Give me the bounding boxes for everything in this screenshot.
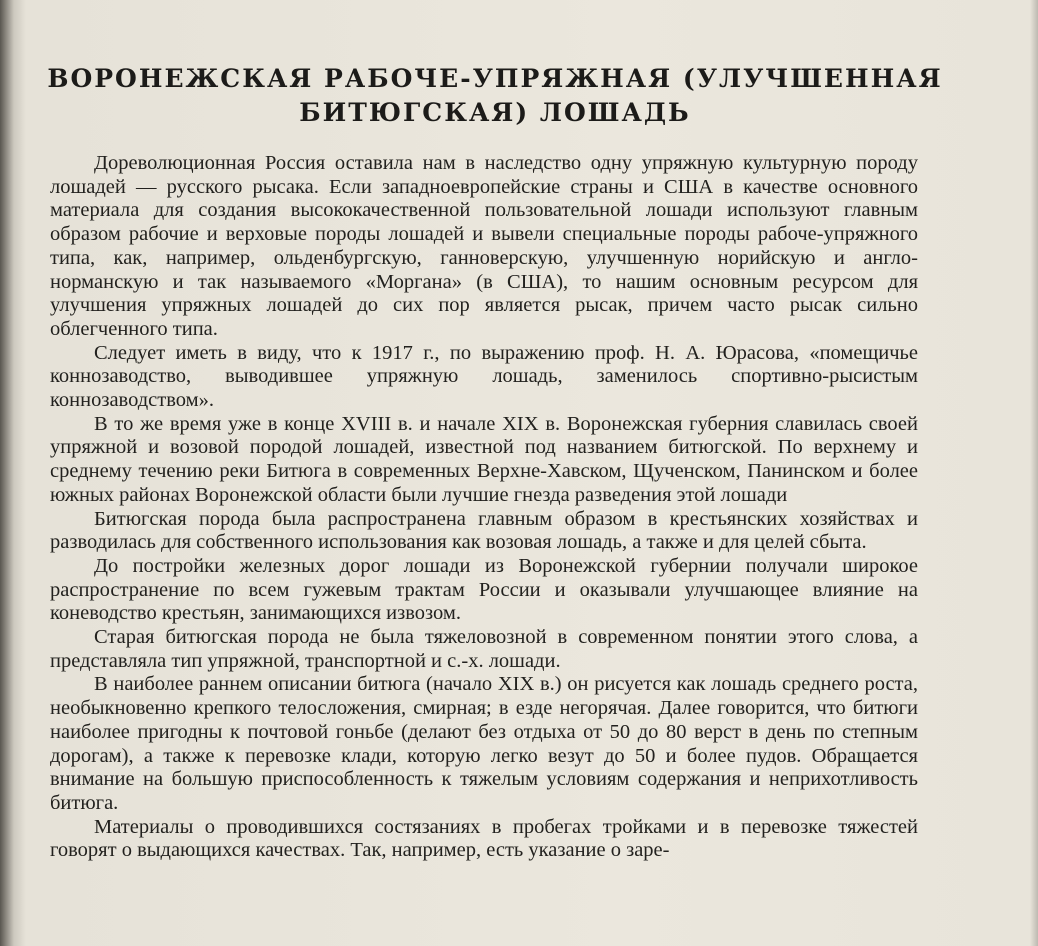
paragraph-5: До постройки железных дорог лошади из Воронежской губернии получали широкое распространение по всем гужевым трактам России и оказывали улучшающее влияние на коневодство крестьян, занимающихся извозом. — [50, 554, 918, 625]
paragraph-4: Битюгская порода была распространена главным образом в крестьянских хозяйствах и разводилась для собственного использования как возовая лошадь, а также и для целей сбыта. — [50, 507, 918, 554]
paragraph-8: Материалы о проводившихся состязаниях в пробегах тройками и в перевозке тяжестей говорят о выдающихся качествах. Так, например, есть указание о заре- — [50, 815, 918, 862]
chapter-title — [40, 62, 950, 130]
chapter-title-line-1: ВОРОНЕЖСКАЯ РАБОЧЕ-УПРЯЖНАЯ (УЛУЧШЕННАЯ — [47, 64, 943, 93]
paragraph-2: Следует иметь в виду, что к 1917 г., по выражению проф. Н. А. Юрасова, «помещичье коннозаводство, выводившее упряжную лошадь, заменилось спортивно-рысистым коннозаводством». — [50, 341, 918, 412]
paragraph-6: Старая битюгская порода не была тяжеловозной в современном понятии этого слова, а представляла тип упряжной, транспортной и с.-х. лошади. — [50, 626, 918, 672]
chapter-title-line-2: БИТЮГСКАЯ) ЛОШАДЬ — [299, 98, 691, 127]
body-text — [50, 152, 918, 863]
page-edge-shadow — [1030, 0, 1038, 946]
paragraph-1: Дореволюционная Россия оставила нам в наследство одну упряжную культурную породу лошадей — русского рысака. Если западноевропейские страны и США в качестве основного материала для создания высококачественной пользовательной лошади используют главным образом рабочие и верховые породы лошадей и вывели специальные породы рабоче-упряжного типа, как, например, ольденбургскую, ганноверскую, улучшенную норийскую и англо-норманскую и так называемого «Моргана» (в США), то нашим основным ресурсом для улучшения упряжных лошадей до сих пор является рысак, причем часто рысак сильно облегченного типа. — [50, 152, 918, 340]
paragraph-7: В наиболее раннем описании битюга (начало XIX в.) он рисуется как лошадь среднего роста, необыкновенно крепкого телосложения, смирная; в езде негорячая. Далее говорится, что битюги наиболее пригодны к почтовой гоньбе (делают без отдыха от 50 до 80 верст в день по степным дорогам), а также к перевозке клади, которую легко везут до 50 и более пудов. Обращается внимание на большую приспособленность к тяжелым условиям содержания и неприхотливость битюга. — [50, 673, 918, 814]
paragraph-3: В то же время уже в конце XVIII в. и начале XIX в. Воронежская губерния славилась своей упряжной и возовой породой лошадей, известной под названием битюгской. По верхнему и среднему течению реки Битюга в современных Верхне-Хавском, Щученском, Панинском и более южных районах Воронежской области были лучшие гнезда разведения этой лошади — [50, 412, 918, 506]
